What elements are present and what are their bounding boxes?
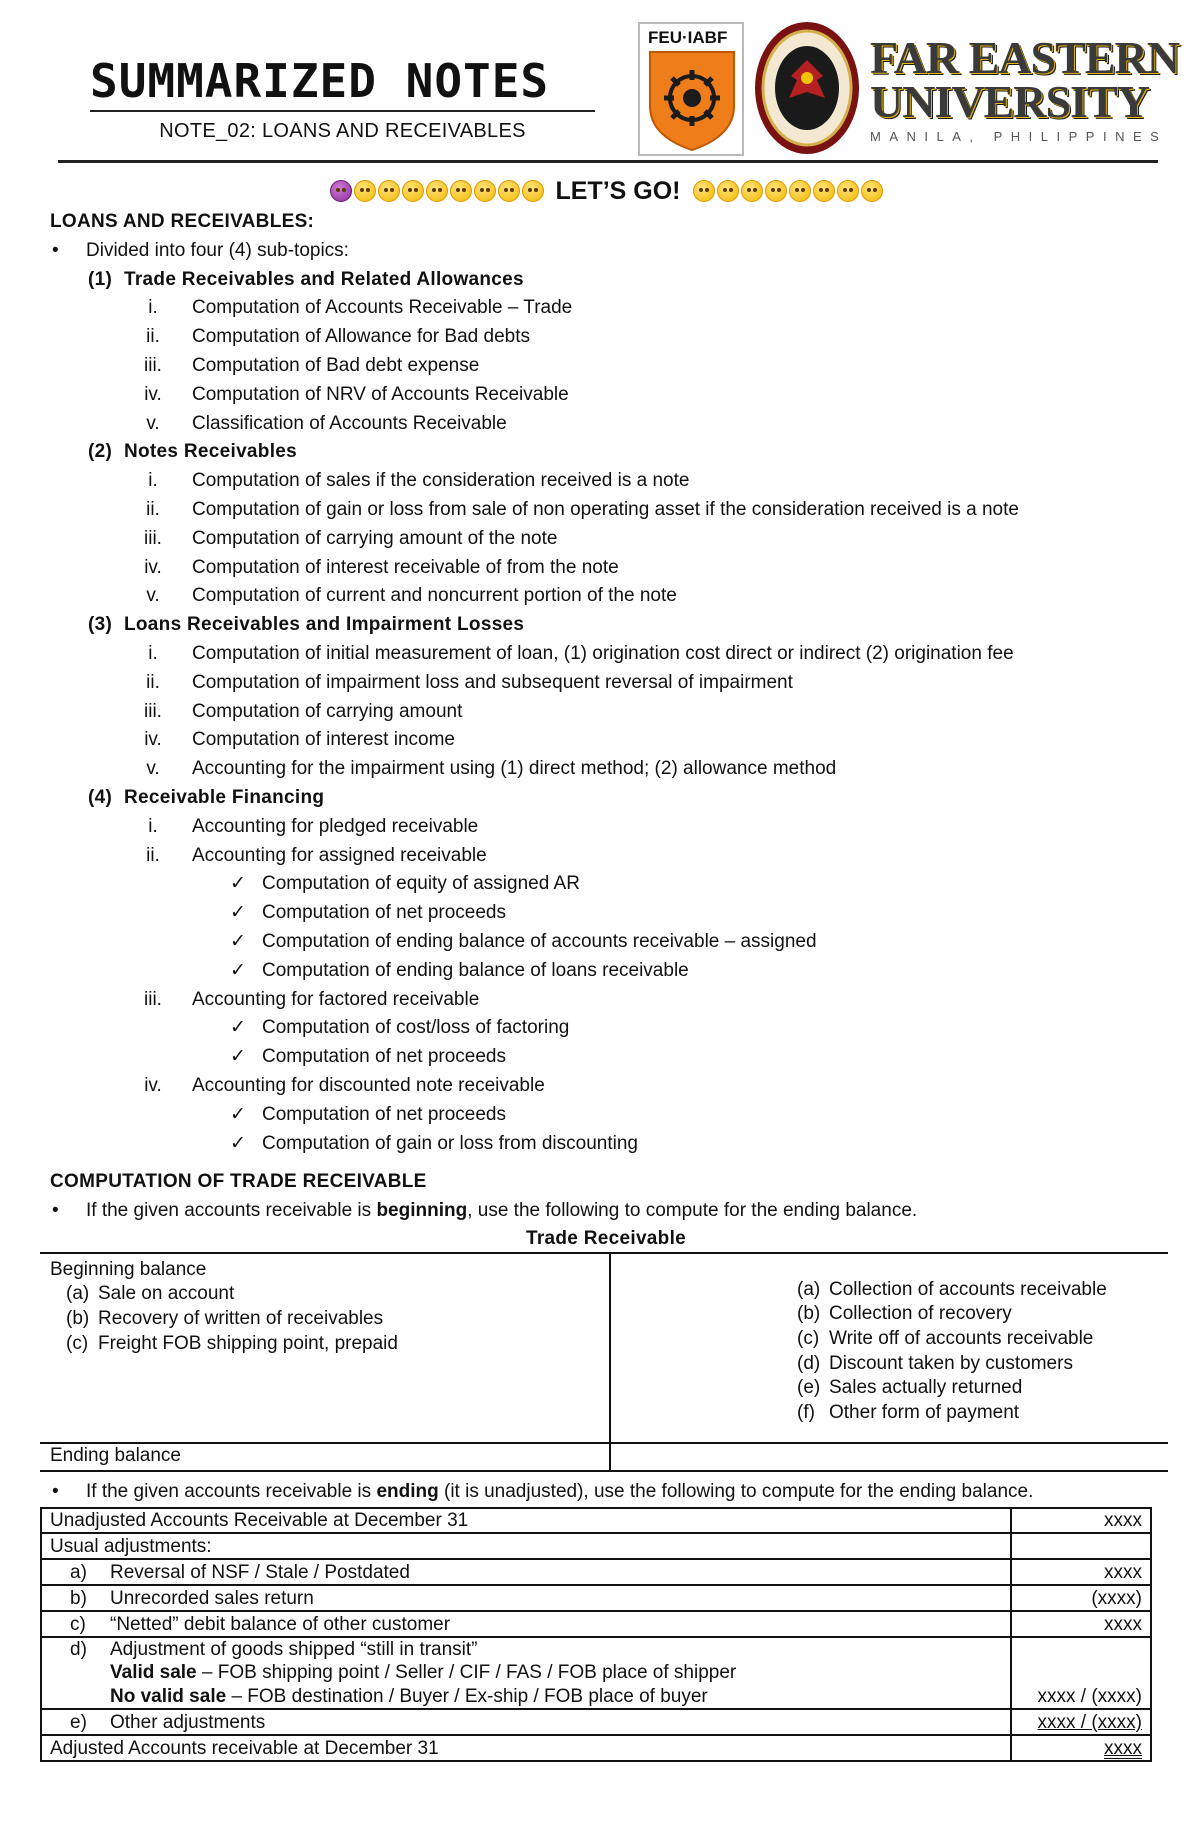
table-row — [41, 1533, 1151, 1559]
beginning-balance-label: Beginning balance — [50, 1258, 207, 1280]
list-item — [40, 323, 1172, 352]
roman-numeral: iv. — [144, 383, 162, 405]
list-item — [40, 669, 1172, 698]
topic-receivable-financing — [40, 784, 1172, 813]
item-text: – FOB shipping point / Seller / CIF / FAS / FOB place of shipper — [196, 1662, 737, 1684]
item-letter: c) — [70, 1613, 86, 1635]
checklist-item — [40, 957, 1172, 986]
item-text: Computation of initial measurement of loan, (1) origination cost direct or indirect (2) origination fee — [192, 642, 1014, 664]
joy-emoji-icon — [498, 180, 520, 202]
emphasis-text: No valid sale — [110, 1685, 227, 1707]
item-text: Collection of accounts receivable — [829, 1278, 1107, 1300]
tongue-emoji-icon — [837, 180, 859, 202]
tired-emoji-icon — [474, 180, 496, 202]
item-text: Computation of carrying amount — [192, 700, 463, 722]
devil-emoji-icon — [330, 180, 352, 202]
list-item — [40, 525, 1172, 554]
item-text: Computation of impairment loss and subsequent reversal of impairment — [192, 671, 793, 693]
row-label — [41, 1559, 1011, 1585]
item-text: Accounting for the impairment using (1) direct method; (2) allowance method — [192, 758, 837, 780]
section-heading-loans: LOANS AND RECEIVABLES: — [50, 211, 315, 232]
page-header — [40, 0, 1179, 168]
row-amount: (xxxx) — [1011, 1585, 1151, 1611]
debit-item — [50, 1307, 609, 1332]
credit-item — [781, 1278, 1168, 1303]
item-text: Freight FOB shipping point, prepaid — [98, 1332, 398, 1354]
text: If the given accounts receivable is — [86, 1480, 377, 1502]
university-seal-logo — [753, 18, 861, 158]
roman-numeral: v. — [146, 412, 160, 434]
row-amount: xxxx — [1011, 1508, 1151, 1534]
wordmark-location: MANILA, PHILIPPINES — [870, 129, 1168, 145]
relieved-emoji-icon — [741, 180, 763, 202]
row-amount-blank — [1011, 1533, 1151, 1559]
emphasis-text: beginning — [376, 1200, 468, 1222]
item-letter: (b) — [797, 1303, 821, 1325]
t-account-body — [40, 1254, 1168, 1444]
angel-emoji-icon — [861, 180, 883, 202]
list-item — [40, 755, 1172, 784]
list-item — [40, 698, 1172, 727]
item-letter: d) — [70, 1638, 87, 1660]
item-text: Discount taken by customers — [829, 1352, 1073, 1374]
item-letter: (d) — [797, 1352, 821, 1374]
header-divider — [58, 160, 1158, 163]
t-account-title: Trade Receivable — [525, 1227, 687, 1249]
roman-numeral: v. — [146, 758, 160, 780]
row-label: Unadjusted Accounts Receivable at December 31 — [41, 1508, 1011, 1534]
row-amount: xxxx — [1011, 1611, 1151, 1637]
item-letter: e) — [70, 1711, 87, 1733]
list-item — [40, 582, 1172, 611]
roman-numeral: ii. — [146, 844, 160, 866]
item-text: Write off of accounts receivable — [829, 1328, 1094, 1350]
list-item — [40, 986, 1172, 1015]
roman-numeral: ii. — [146, 498, 160, 520]
checkmark-icon: ✓ — [230, 902, 246, 924]
table-row — [41, 1508, 1151, 1534]
table-row — [41, 1585, 1151, 1611]
topic-title: Loans Receivables and Impairment Losses — [124, 614, 525, 636]
topic-number: (2) — [88, 441, 113, 463]
item-text: Computation of equity of assigned AR — [262, 873, 580, 895]
emoji-row-right — [693, 180, 883, 202]
bullet-intro: • Divided into four (4) sub-topics: — [40, 237, 1172, 266]
emphasis-text: Valid sale — [110, 1662, 197, 1684]
debit-item — [50, 1332, 609, 1357]
bullet-beginning — [40, 1197, 1172, 1226]
tear-emoji-icon — [765, 180, 787, 202]
university-wordmark — [870, 32, 1200, 145]
grin-emoji-icon — [450, 180, 472, 202]
item-text: Computation of ending balance of accounts receivable – assigned — [262, 930, 817, 952]
checkmark-icon: ✓ — [230, 1103, 246, 1125]
checklist-item — [40, 1130, 1172, 1159]
amount-text: xxxx / (xxxx) — [1037, 1711, 1142, 1733]
item-text: Computation of sales if the consideration received is a note — [192, 470, 690, 492]
row-label — [41, 1611, 1011, 1637]
item-text: Accounting for assigned receivable — [192, 844, 487, 866]
credit-item — [781, 1352, 1168, 1377]
feu-iabf-label: FEU·IABF — [648, 28, 728, 47]
checklist-item — [40, 1043, 1172, 1072]
item-text: Computation of gain or loss from discounting — [262, 1132, 638, 1154]
bullet-ending — [40, 1478, 1172, 1507]
item-text: Computation of NRV of Accounts Receivable — [192, 383, 569, 405]
laugh-emoji-icon — [378, 180, 400, 202]
topic-title: Notes Receivables — [124, 441, 298, 463]
item-line — [70, 1638, 1002, 1662]
seal-icon — [753, 18, 861, 158]
item-text: Classification of Accounts Receivable — [192, 412, 507, 434]
roman-numeral: iii. — [144, 527, 162, 549]
list-item — [40, 381, 1172, 410]
checkmark-icon: ✓ — [230, 1132, 246, 1154]
item-line — [70, 1661, 1002, 1685]
text: (it is unadjusted), use the following to compute for the ending balance. — [438, 1480, 1034, 1502]
emphasis-text: ending — [376, 1480, 439, 1502]
roman-numeral: ii. — [146, 326, 160, 348]
item-text: Computation of interest receivable of from the note — [192, 556, 619, 578]
item-text: Accounting for pledged receivable — [192, 815, 479, 837]
item-letter: a) — [70, 1562, 87, 1584]
item-text: “Netted” debit balance of other customer — [110, 1613, 451, 1635]
item-text: Computation of carrying amount of the note — [192, 527, 558, 549]
emoji-row-left — [330, 180, 544, 202]
list-item — [40, 1072, 1172, 1101]
list-item — [40, 842, 1172, 871]
row-amount: xxxx — [1011, 1559, 1151, 1585]
row-label — [41, 1709, 1011, 1735]
credit-item — [781, 1302, 1168, 1327]
item-letter: (b) — [66, 1308, 90, 1330]
credit-item — [781, 1401, 1168, 1426]
roman-numeral: v. — [146, 585, 160, 607]
item-letter: (a) — [66, 1283, 90, 1305]
adjustments-table — [40, 1507, 1152, 1762]
topic-loans-receivables — [40, 611, 1172, 640]
trade-receivable-section — [40, 1168, 1172, 1761]
text: , use the following to compute for the ending balance. — [467, 1200, 918, 1222]
list-item — [40, 294, 1172, 323]
list-item — [40, 467, 1172, 496]
roman-numeral: iii. — [144, 354, 162, 376]
credit-item — [781, 1376, 1168, 1401]
row-label — [41, 1585, 1011, 1611]
wordmark-line-2: UNIVERSITY — [870, 75, 1149, 127]
shield-icon — [644, 48, 740, 152]
lets-go-banner — [40, 174, 1172, 208]
debit-item — [50, 1282, 609, 1307]
checklist-item — [40, 899, 1172, 928]
item-text: Computation of net proceeds — [262, 1046, 506, 1068]
t-account-table — [40, 1252, 1168, 1472]
item-text: Recovery of written of receivables — [98, 1308, 384, 1330]
item-text: Computation of current and noncurrent portion of the note — [192, 585, 677, 607]
checklist-item — [40, 928, 1172, 957]
item-letter: (c) — [66, 1332, 89, 1354]
item-text: Computation of interest income — [192, 729, 455, 751]
item-text: Computation of Allowance for Bad debts — [192, 326, 530, 348]
item-text: Accounting for factored receivable — [192, 988, 480, 1010]
loans-section — [40, 208, 1172, 1158]
item-text: Computation of net proceeds — [262, 1103, 506, 1125]
list-item — [40, 726, 1172, 755]
checkmark-icon: ✓ — [230, 873, 246, 895]
smile-emoji-icon — [789, 180, 811, 202]
item-letter: (a) — [797, 1278, 821, 1300]
text: If the given accounts receivable is — [86, 1200, 377, 1222]
topic-title: Receivable Financing — [124, 786, 325, 808]
item-text: Adjustment of goods shipped “still in transit” — [110, 1638, 478, 1660]
item-letter: (f) — [797, 1401, 815, 1423]
item-text: Accounting for discounted note receivable — [192, 1074, 545, 1096]
list-item — [40, 640, 1172, 669]
topic-title: Trade Receivables and Related Allowances — [124, 268, 524, 290]
topic-number: (1) — [88, 268, 113, 290]
list-item — [40, 813, 1172, 842]
t-account-footer — [40, 1444, 1168, 1470]
item-text: Computation of net proceeds — [262, 902, 506, 924]
content-emoji-icon — [813, 180, 835, 202]
credit-item — [781, 1327, 1168, 1352]
worried-emoji-icon — [717, 180, 739, 202]
item-text: Computation of ending balance of loans receivable — [262, 959, 689, 981]
row-label — [41, 1637, 1011, 1710]
row-amount — [1011, 1735, 1151, 1761]
lets-go-text: LET’S GO! — [555, 176, 681, 205]
row-label: Adjusted Accounts receivable at December 31 — [41, 1735, 1011, 1761]
row-label: Usual adjustments: — [41, 1533, 1011, 1559]
checkmark-icon: ✓ — [230, 959, 246, 981]
topic-number: (4) — [88, 786, 113, 808]
item-text: Other adjustments — [110, 1711, 266, 1733]
table-row — [41, 1559, 1151, 1585]
list-item — [40, 410, 1172, 439]
checklist-item — [40, 1101, 1172, 1130]
checkmark-icon: ✓ — [230, 1017, 246, 1039]
page-subtitle: NOTE_02: LOANS AND RECEIVABLES — [159, 120, 526, 142]
checklist-item — [40, 870, 1172, 899]
title-block — [90, 54, 595, 143]
table-row — [41, 1709, 1151, 1735]
item-text: Computation of cost/loss of factoring — [262, 1017, 570, 1039]
list-item — [40, 554, 1172, 583]
t-account-debit-side — [40, 1254, 611, 1442]
list-item — [40, 352, 1172, 381]
t-account-credit-side — [611, 1254, 1168, 1442]
roman-numeral: i. — [148, 297, 158, 319]
wordmark-line-1: FAR EASTERN — [870, 32, 1179, 83]
item-text: Sale on account — [98, 1283, 235, 1305]
item-letter: (e) — [797, 1377, 821, 1399]
roman-numeral: i. — [148, 470, 158, 492]
sad-emoji-icon — [402, 180, 424, 202]
item-text: Collection of recovery — [829, 1303, 1012, 1325]
roman-numeral: i. — [148, 642, 158, 664]
item-line — [70, 1685, 1002, 1709]
checkmark-icon: ✓ — [230, 930, 246, 952]
roman-numeral: i. — [148, 815, 158, 837]
feu-iabf-logo — [638, 22, 744, 156]
table-row — [41, 1735, 1151, 1761]
item-text: – FOB destination / Buyer / Ex-ship / FOB place of buyer — [226, 1685, 708, 1707]
item-text: Computation of Accounts Receivable – Trade — [192, 297, 573, 319]
item-text: Computation of Bad debt expense — [192, 354, 480, 376]
section-heading-trade: COMPUTATION OF TRADE RECEIVABLE — [50, 1171, 427, 1193]
roman-numeral: ii. — [146, 671, 160, 693]
item-text: Unrecorded sales return — [110, 1587, 314, 1609]
topic-trade-receivables — [40, 266, 1172, 295]
amount-text: xxxx — [1104, 1737, 1142, 1759]
topic-notes-receivables — [40, 438, 1172, 467]
roman-numeral: iii. — [144, 700, 162, 722]
item-letter: b) — [70, 1587, 87, 1609]
happy-emoji-icon — [522, 180, 544, 202]
item-text: Sales actually returned — [829, 1377, 1023, 1399]
item-text: Computation of gain or loss from sale of non operating asset if the consideration received is a note — [192, 498, 1019, 520]
checklist-item — [40, 1014, 1172, 1043]
row-amount: xxxx / (xxxx) — [1011, 1637, 1151, 1710]
item-text: Other form of payment — [829, 1401, 1020, 1423]
page-title: SUMMARIZED NOTES — [90, 58, 595, 112]
list-item — [40, 496, 1172, 525]
ending-balance-label: Ending balance — [40, 1444, 611, 1470]
cry-emoji-icon — [693, 180, 715, 202]
roman-numeral: iv. — [144, 556, 162, 578]
checkmark-icon: ✓ — [230, 1046, 246, 1068]
roman-numeral: iii. — [144, 988, 162, 1010]
yum-emoji-icon — [426, 180, 448, 202]
item-text: Reversal of NSF / Stale / Postdated — [110, 1562, 410, 1584]
table-row — [41, 1611, 1151, 1637]
roman-numeral: iv. — [144, 1074, 162, 1096]
item-letter: (c) — [797, 1328, 820, 1350]
row-amount — [1011, 1709, 1151, 1735]
roman-numeral: iv. — [144, 729, 162, 751]
topic-number: (3) — [88, 614, 113, 636]
table-row — [41, 1637, 1151, 1710]
smile-emoji-icon — [354, 180, 376, 202]
